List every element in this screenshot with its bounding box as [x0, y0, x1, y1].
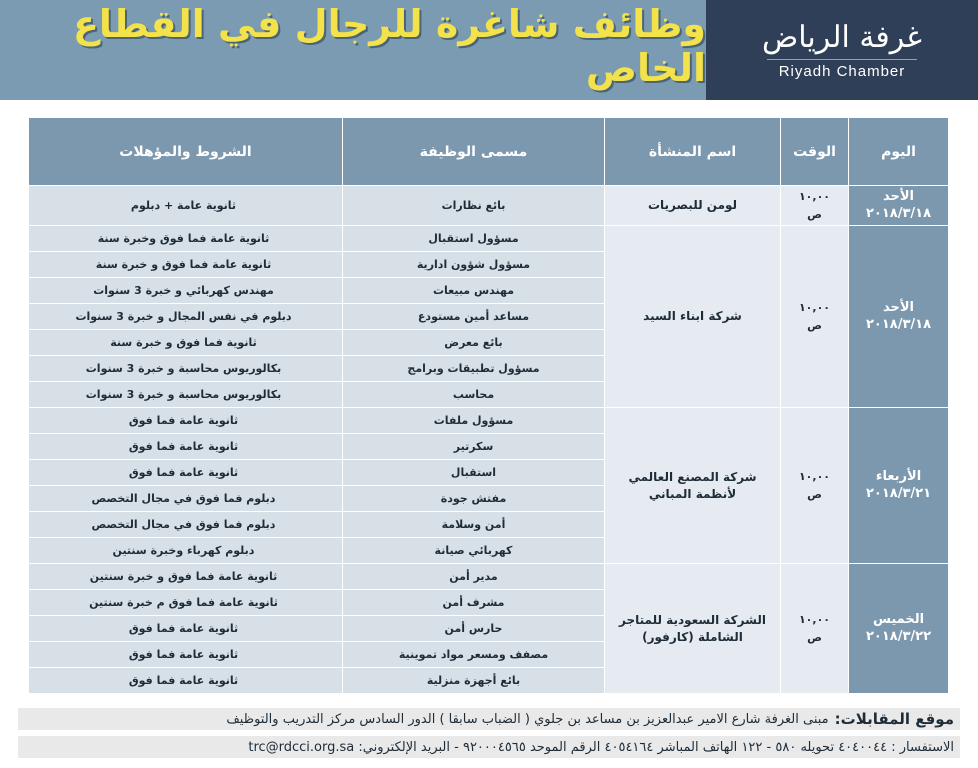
qualifications-cell: ثانوية عامة فما فوق [29, 434, 343, 460]
page-title: وظائف شاغرة للرجال في القطاع الخاص [72, 2, 706, 90]
time-period: ص [807, 487, 822, 501]
job-title-cell: بائع معرض [343, 330, 605, 356]
job-title-cell: أمن وسلامة [343, 512, 605, 538]
logo-english-text: Riyadh Chamber [778, 63, 906, 80]
day-name: الأربعاء [875, 468, 922, 484]
job-title-cell: حارس أمن [343, 616, 605, 642]
job-title-cell: محاسب [343, 382, 605, 408]
qualifications-cell: ثانوية عامة فما فوق [29, 668, 343, 694]
job-title-cell: استقبال [343, 460, 605, 486]
interview-location-label: موقع المقابلات: [834, 710, 954, 728]
job-title-cell: كهربائي صيانة [343, 538, 605, 564]
time-cell [781, 226, 849, 408]
day-date: ٢٠١٨/٣/٢١ [865, 485, 932, 501]
job-title-cell: مهندس مبيعات [343, 278, 605, 304]
column-header-company: اسم المنشأة [605, 118, 781, 186]
day-date: ٢٠١٨/٣/١٨ [865, 205, 932, 221]
jobs-table [28, 117, 949, 694]
interview-location-text: مبنى الغرفة شارع الامير عبدالعزيز بن مساعد بن جلوي ( الضباب سابقا ) الدور السادس مركز التدريب والتوظيف [226, 711, 829, 727]
qualifications-cell: ثانوية عامة فما فوق [29, 642, 343, 668]
column-header-job-title: مسمى الوظيفة [343, 118, 605, 186]
time-value: ١٠,٠٠ [798, 469, 831, 483]
job-title-cell: مصفف ومسعر مواد تموينية [343, 642, 605, 668]
day-name: الأحد [882, 188, 914, 204]
table-row [29, 408, 949, 434]
table-header-row [29, 118, 949, 186]
day-date: ٢٠١٨/٣/١٨ [865, 316, 932, 332]
day-cell [849, 408, 949, 564]
day-date: ٢٠١٨/٣/٢٢ [865, 628, 932, 644]
qualifications-cell: دبلوم في نفس المجال و خبرة 3 سنوات [29, 304, 343, 330]
day-cell [849, 226, 949, 408]
job-title-cell: سكرتير [343, 434, 605, 460]
time-value: ١٠,٠٠ [798, 189, 831, 203]
job-title-cell: مفتش جودة [343, 486, 605, 512]
job-title-cell: مسؤول ملفات [343, 408, 605, 434]
job-title-cell: مسؤول تطبيقات وبرامج [343, 356, 605, 382]
time-period: ص [807, 630, 822, 644]
riyadh-chamber-logo [706, 0, 978, 100]
interview-location-bar [18, 708, 960, 730]
page-header [0, 0, 978, 100]
company-cell: شركة ابناء السيد [605, 226, 781, 408]
qualifications-cell: ثانوية عامة فما فوق و خبرة سنتين [29, 564, 343, 590]
company-cell: شركة المصنع العالمي لأنظمة المباني [605, 408, 781, 564]
job-title-cell: مسؤول استقبال [343, 226, 605, 252]
table-row [29, 226, 949, 252]
job-title-cell: مشرف أمن [343, 590, 605, 616]
contact-info-text: الاستفسار : ٤٠٤٠٠٤٤ تحويله ٥٨٠ - ١٢٢ الهاتف المباشر ٤٠٥٤١٦٤ الرقم الموحد ٩٢٠٠٠٤٥٦٥ - البريد الإلكتروني: trc@rdcci.org.sa [248, 739, 954, 755]
qualifications-cell: ثانوية فما فوق و خبرة سنة [29, 330, 343, 356]
day-name: الخميس [872, 611, 925, 627]
qualifications-cell: ثانوية عامة فما فوق [29, 408, 343, 434]
logo-divider [767, 59, 917, 60]
job-title-cell: بائع نظارات [343, 186, 605, 226]
time-cell [781, 186, 849, 226]
qualifications-cell: دبلوم فما فوق في مجال التخصص [29, 512, 343, 538]
day-name: الأحد [882, 299, 914, 315]
qualifications-cell: ثانوية عامة فما فوق وخبرة سنة [29, 226, 343, 252]
column-header-day: اليوم [849, 118, 949, 186]
contact-info-bar [18, 736, 960, 758]
time-period: ص [807, 207, 822, 221]
table-body [29, 186, 949, 694]
time-period: ص [807, 318, 822, 332]
qualifications-cell: ثانوية عامة فما فوق [29, 616, 343, 642]
qualifications-cell: مهندس كهربائي و خبرة 3 سنوات [29, 278, 343, 304]
table-row [29, 564, 949, 590]
qualifications-cell: بكالوريوس محاسبة و خبرة 3 سنوات [29, 356, 343, 382]
time-value: ١٠,٠٠ [798, 300, 831, 314]
qualifications-cell: دبلوم كهرباء وخبرة سنتين [29, 538, 343, 564]
time-value: ١٠,٠٠ [798, 612, 831, 626]
time-cell [781, 408, 849, 564]
column-header-qualifications: الشروط والمؤهلات [29, 118, 343, 186]
day-cell [849, 186, 949, 226]
job-title-cell: مسؤول شؤون ادارية [343, 252, 605, 278]
title-banner [0, 0, 706, 100]
qualifications-cell: دبلوم فما فوق في مجال التخصص [29, 486, 343, 512]
qualifications-cell: ثانوية عامة فما فوق [29, 460, 343, 486]
jobs-table-container [28, 117, 948, 697]
company-cell: لومن للبصريات [605, 186, 781, 226]
company-cell: الشركة السعودية للمتاجر الشاملة (كارفور) [605, 564, 781, 694]
job-title-cell: مساعد أمين مستودع [343, 304, 605, 330]
column-header-time: الوقت [781, 118, 849, 186]
qualifications-cell: ثانوية عامة فما فوق و خبرة سنة [29, 252, 343, 278]
qualifications-cell: ثانوية عامة + دبلوم [29, 186, 343, 226]
logo-arabic-text: غرفة الرياض [762, 20, 922, 55]
job-title-cell: بائع أجهزة منزلية [343, 668, 605, 694]
time-cell [781, 564, 849, 694]
qualifications-cell: بكالوريوس محاسبة و خبرة 3 سنوات [29, 382, 343, 408]
job-title-cell: مدير أمن [343, 564, 605, 590]
table-row [29, 186, 949, 226]
day-cell [849, 564, 949, 694]
qualifications-cell: ثانوية عامة فما فوق م خبرة سنتين [29, 590, 343, 616]
